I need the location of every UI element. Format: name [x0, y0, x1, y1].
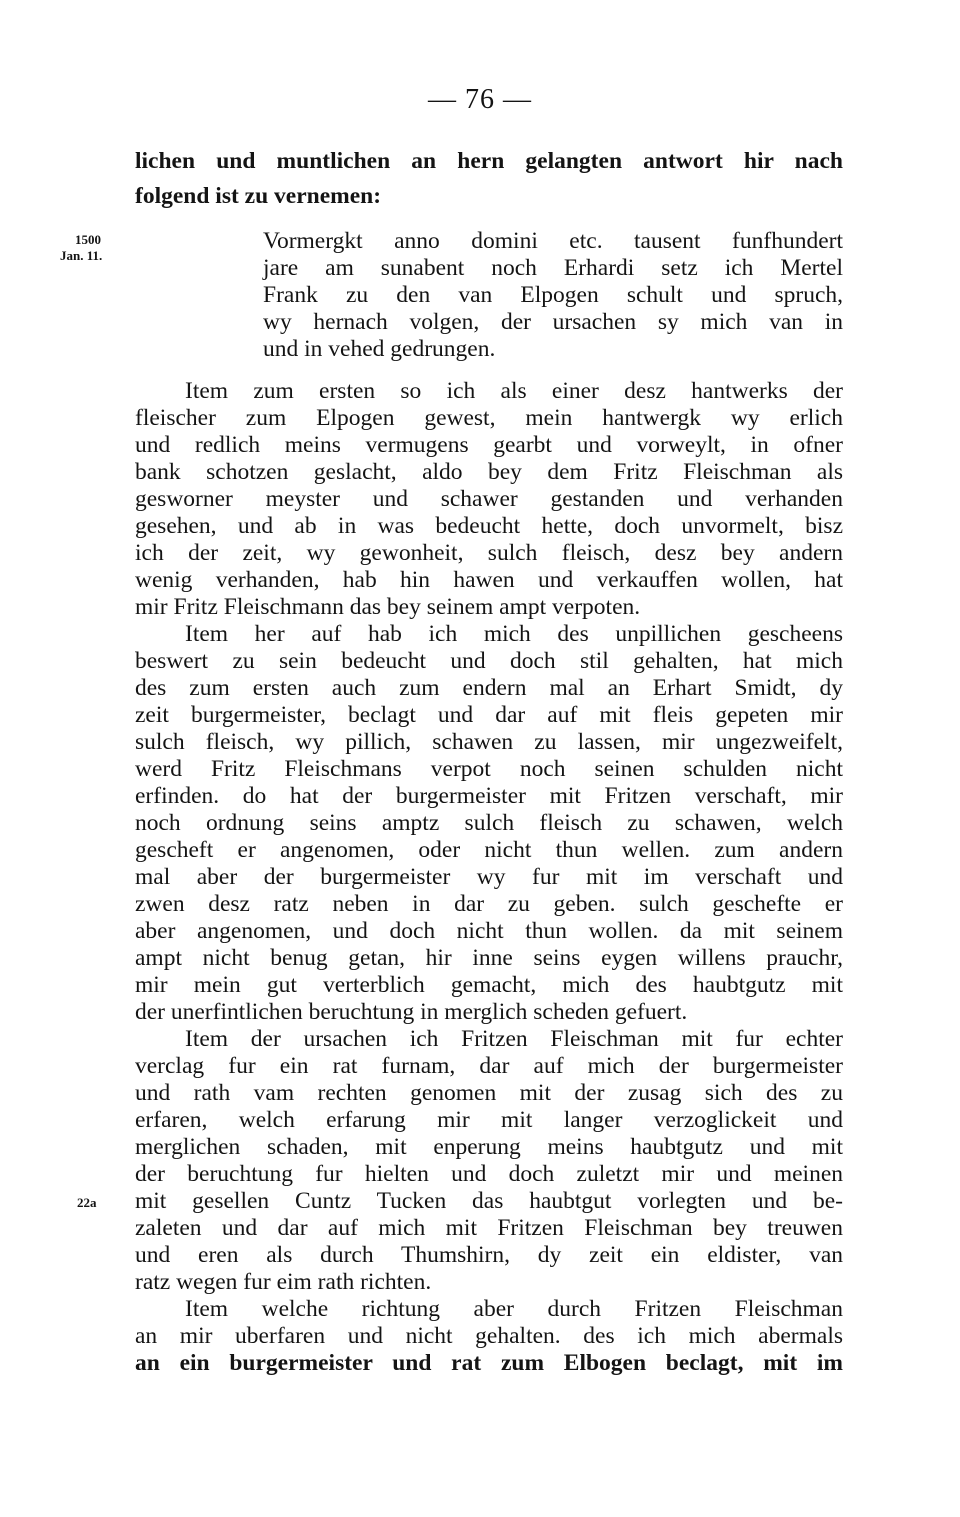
text-line: zeit burgermeister, beclagt und dar auf mit fleis gepeten mir	[135, 702, 843, 728]
text-line: und redlich meins vermugens gearbt und vorweylt, in ofner	[135, 432, 843, 458]
text-line: merglichen schaden, mit enperung meins haubtgutz und mit	[135, 1134, 843, 1160]
text-line: werd Fritz Fleischmans verpot noch seinen schulden nicht	[135, 756, 843, 782]
text-line: erfaren, welch erfarung mir mit langer verzoglickeit und	[135, 1107, 843, 1133]
text-line: der unerfintlichen beruchtung in merglich scheden gefuert.	[135, 999, 688, 1025]
text-line: lichen und muntlichen an hern gelangten antwort hir nach	[135, 148, 843, 174]
text-line: wy hernach volgen, der ursachen sy mich van in	[263, 309, 843, 335]
text-line: Item der ursachen ich Fritzen Fleischman mit fur echter	[185, 1026, 843, 1052]
page-number: — 76 —	[428, 84, 532, 115]
text-line: erfinden. do hat der burgermeister mit Fritzen verschaft, mir	[135, 783, 843, 809]
margin-note-year: 1500	[75, 232, 101, 247]
text-line: Item welche richtung aber durch Fritzen Fleischman	[185, 1296, 843, 1322]
text-line: ampt nicht benug getan, hir inne seins eygen willens prauchr,	[135, 945, 843, 971]
text-line: sulch fleisch, wy pillich, schawen zu lassen, mir ungezweifelt,	[135, 729, 843, 755]
text-line: mal aber der burgermeister wy fur mit im verschaft und	[135, 864, 843, 890]
text-line: an ein burgermeister und rat zum Elbogen beclagt, mit im	[135, 1350, 843, 1376]
text-line: und rath vam rechten genomen mit der zusag sich des zu	[135, 1080, 843, 1106]
text-line: aber angenomen, und doch nicht thun wollen. da mit seinem	[135, 918, 843, 944]
text-line: Vormergkt anno domini etc. tausent funfhundert	[263, 228, 843, 254]
text-line: mir mein gut verterblich gemacht, mich des haubtgutz mit	[135, 972, 843, 998]
text-line: Item zum ersten so ich als einer desz hantwerks der	[185, 378, 843, 404]
text-line: und in vehed gedrungen.	[263, 336, 496, 362]
text-line: mit gesellen Cuntz Tucken das haubtgut vorlegten und be-	[135, 1188, 843, 1214]
text-line: zwen desz ratz neben in dar zu geben. sulch geschefte er	[135, 891, 843, 917]
margin-note-date: Jan. 11.	[60, 248, 103, 263]
text-line: gesehen, und ab in was bedeucht hette, doch unvormelt, bisz	[135, 513, 843, 539]
text-line: ich der zeit, wy gewonheit, sulch fleisch, desz bey andern	[135, 540, 843, 566]
text-line: beswert zu sein bedeucht und doch stil gehalten, hat mich	[135, 648, 843, 674]
text-line: noch ordnung seins amptz sulch fleisch zu schawen, welch	[135, 810, 843, 836]
text-line: gesworner meyster und schawer gestanden und verhanden	[135, 486, 843, 512]
text-line: bank schotzen geslacht, aldo bey dem Fritz Fleischman als	[135, 459, 843, 485]
text-line: mir Fritz Fleischmann das bey seinem ampt verpoten.	[135, 594, 641, 620]
text-line: wenig verhanden, hab hin hawen und verkauffen wollen, hat	[135, 567, 843, 593]
text-line: gescheft er angenomen, oder nicht thun wellen. zum andern	[135, 837, 843, 863]
text-line: fleischer zum Elpogen gewest, mein hantwergk wy erlich	[135, 405, 843, 431]
text-line: verclag fur ein rat furnam, dar auf mich der burgermeister	[135, 1053, 843, 1079]
text-line: Item her auf hab ich mich des unpillichen gescheens	[185, 621, 843, 647]
text-line: des zum ersten auch zum endern mal an Erhart Smidt, dy	[135, 675, 843, 701]
text-line: folgend ist zu vernemen:	[135, 183, 382, 209]
margin-note-folio: 22a	[77, 1195, 97, 1210]
text-line: der beruchtung fur hielten und doch zuletzt mir und meinen	[135, 1161, 843, 1187]
text-line: an mir uberfaren und nicht gehalten. des ich mich abermals	[135, 1323, 843, 1349]
text-line: ratz wegen fur eim rath richten.	[135, 1269, 432, 1295]
text-line: Frank zu den van Elpogen schult und spruch,	[263, 282, 843, 308]
text-line: zaleten und dar auf mich mit Fritzen Fleischman bey treuwen	[135, 1215, 843, 1241]
text-line: und eren als durch Thumshirn, dy zeit ein eldister, van	[135, 1242, 843, 1268]
text-line: jare am sunabent noch Erhardi setz ich Mertel	[263, 255, 843, 281]
